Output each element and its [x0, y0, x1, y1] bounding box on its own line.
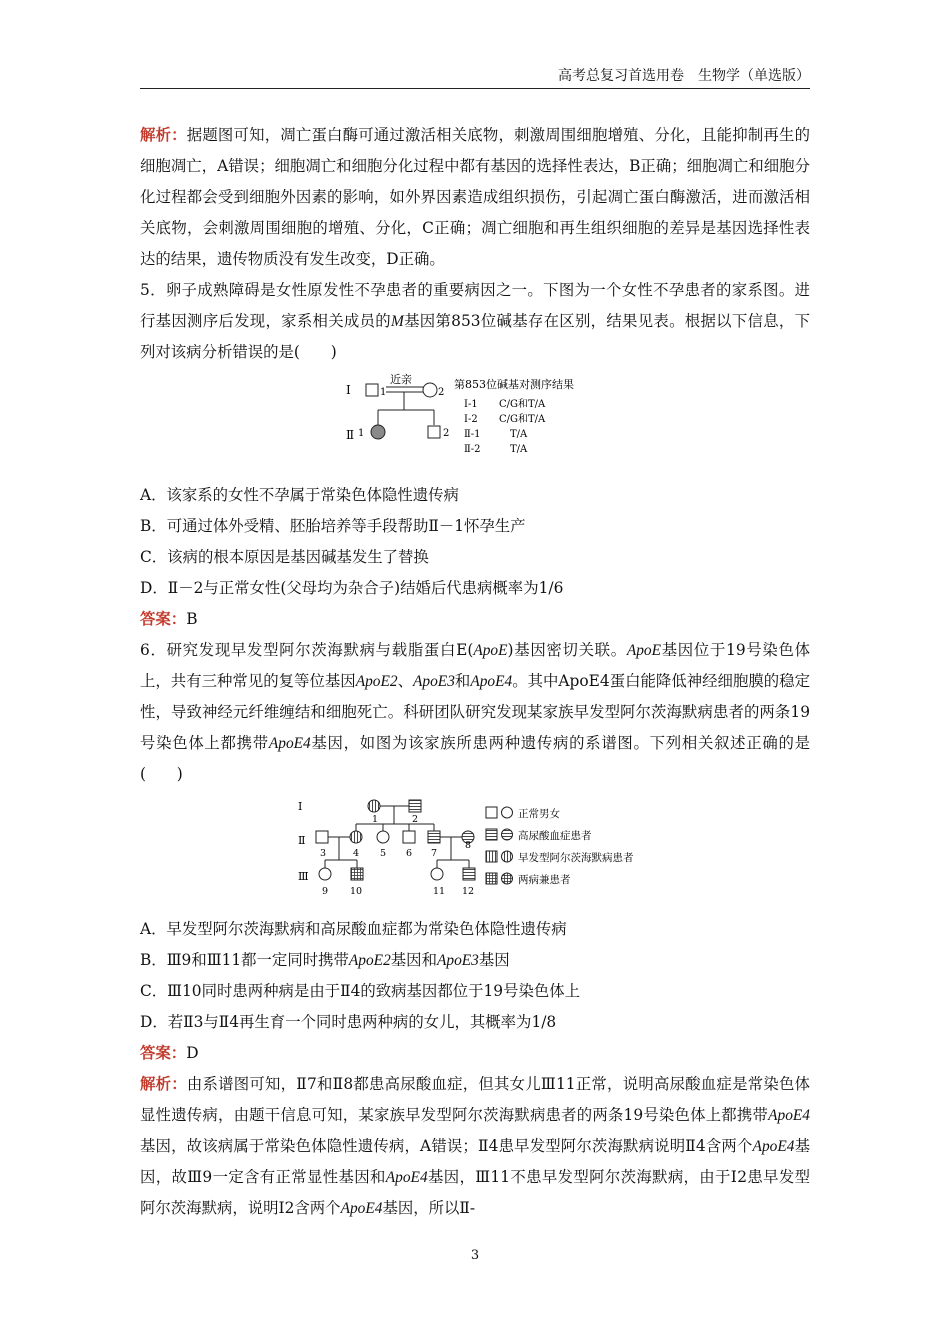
legend-text: 早发型阿尔茨海默病患者: [518, 852, 634, 864]
text-run: C．Ⅲ10同时患两种病是由于Ⅱ4的致病基因都位于19号染色体上: [140, 982, 581, 1000]
legend-female-hyperuricemia: [502, 829, 513, 840]
gen-label: Ⅰ: [298, 800, 303, 813]
text-run: A．早发型阿尔茨海默病和高尿酸血症都为常染色体隐性遗传病: [140, 920, 567, 938]
female-normal: [319, 868, 331, 880]
female-normal: [431, 868, 443, 880]
text-run: 基因位于19号染色体上，共有三种常见的复等位基因: [140, 641, 810, 690]
legend-female-alzheimer: [502, 851, 513, 862]
text-run: 基因，Ⅲ11不患早发型阿尔茨海默病，由于Ⅰ2患早发型阿尔茨海默病，说明Ⅰ2含两个: [140, 1168, 810, 1217]
q6-pedigree-figure: [290, 796, 660, 908]
legend-male-hyperuricemia: [486, 829, 497, 840]
q5-option-c: C．该病的根本原因是基因碱基发生了替换: [140, 548, 429, 566]
legend-female-both: [502, 873, 513, 884]
male-hyperuricemia: [463, 868, 475, 880]
member-number: 1: [380, 387, 387, 398]
legend-male-both: [486, 873, 497, 884]
gen-label: Ⅱ: [346, 428, 355, 442]
gene-name: ApoE4: [768, 1107, 810, 1124]
table-member: Ⅱ-2: [464, 444, 481, 455]
table-title: 第853位碱基对测序结果: [454, 378, 574, 391]
legend-male-alzheimer: [486, 851, 497, 862]
member-number: 1: [358, 428, 365, 439]
text-run: 基因，故Ⅲ9一定含有正常显性基因和: [140, 1137, 810, 1186]
q6-analysis: [140, 1069, 810, 1224]
q5-option-d: D．Ⅱ－2与正常女性(父母均为杂合子)结婚后代患病概率为1/6: [140, 579, 564, 597]
text-run: 基因: [478, 951, 510, 969]
text-run: 和: [454, 672, 471, 690]
page-header: 高考总复习首选用卷 生物学（单选版）: [140, 64, 810, 89]
gene-name: ApoE2: [348, 952, 391, 969]
legend-text: 两病兼患者: [518, 874, 571, 886]
male-normal: [366, 384, 378, 396]
legend-female-normal: [502, 807, 513, 818]
female-affected: [371, 425, 385, 439]
q6-option-b: [140, 945, 810, 976]
q5-option-b: B．可通过体外受精、胚胎培养等手段帮助Ⅱ－1怀孕生产: [140, 517, 526, 535]
member-number: 12: [462, 886, 475, 897]
consanguinity-label: 近亲: [390, 373, 412, 386]
member-number: 9: [322, 886, 329, 897]
member-number: 11: [433, 886, 446, 897]
text-run: 6．研究发现早发型阿尔茨海默病与载脂蛋白E(: [140, 641, 474, 659]
page-number: 3: [470, 1248, 480, 1263]
male-normal: [403, 831, 415, 843]
male-hyperuricemia: [409, 800, 421, 812]
text-run: 基因，故该病属于常染色体隐性遗传病，A错误；Ⅱ4患早发型阿尔茨海默病说明Ⅱ4含两个: [140, 1137, 753, 1155]
q5-pedigree-figure: [346, 372, 626, 472]
q6-option-a: [140, 914, 810, 945]
text-run: )基因密切关联。: [507, 641, 627, 659]
q5-stem-part: 5．卵子成熟障碍是女性原发性不孕患者的重要病因之一。下图为一个女性不孕患者的家系图。进行基因测序后发现，家系相关成员的: [140, 281, 810, 330]
member-number: 2: [443, 428, 450, 439]
male-normal: [428, 426, 440, 438]
member-number: 10: [350, 886, 363, 897]
analysis-label: 解析：: [140, 126, 187, 144]
answer-value: D: [186, 1044, 199, 1062]
answer-label: 答案：: [140, 1044, 187, 1062]
gen-label: Ⅱ: [298, 834, 306, 847]
text-run: 、: [397, 672, 413, 690]
female-alzheimer: [368, 800, 380, 812]
member-number: 7: [431, 848, 438, 859]
table-result: T/A: [510, 429, 528, 440]
answer-value: B: [186, 610, 198, 628]
text-run: 基因，所以Ⅱ-: [382, 1199, 476, 1217]
gene-name: ApoE4: [752, 1138, 795, 1155]
text-run: 由系谱图可知，Ⅱ7和Ⅱ8都患高尿酸血症，但其女儿Ⅲ11正常，说明高尿酸血症是常染色体显性遗传病，由题干信息可知，某家族早发型阿尔茨海默病患者的两条19号染色体上都携带: [140, 1075, 810, 1124]
analysis-text: [140, 1075, 810, 1217]
gen-label: Ⅲ: [298, 870, 309, 883]
member-number: 1: [372, 814, 379, 825]
q5-stem-part: 基因第853位碱基存在区别，结果见表。根据以下信息，下列对该病分析错误的是( ): [140, 312, 810, 361]
text-run: B．Ⅲ9和Ⅲ11都一定同时携带: [140, 951, 349, 969]
q6-option-d: [140, 1007, 810, 1038]
q6-stem: [140, 635, 810, 790]
table-result: T/A: [510, 444, 528, 455]
gen-label: Ⅰ: [346, 383, 351, 397]
page-content: [140, 120, 810, 1224]
q6-option-c: [140, 976, 810, 1007]
gene-name: ApoE: [626, 642, 662, 659]
gene-name: ApoE2: [355, 673, 398, 690]
table-member: Ⅰ-2: [464, 414, 478, 425]
text-run: D．若Ⅱ3与Ⅱ4再生育一个同时患两种病的女儿，其概率为1/8: [140, 1013, 557, 1031]
member-number: 2: [412, 814, 419, 825]
gene-name: ApoE4: [340, 1200, 383, 1217]
female-alzheimer: [350, 831, 362, 843]
member-number: 5: [380, 848, 387, 859]
male-hyperuricemia: [428, 831, 440, 843]
q5-option-a: A．该家系的女性不孕属于常染色体隐性遗传病: [140, 486, 459, 504]
gene-name: ApoE: [473, 642, 508, 659]
text-run: 。其中ApoE4蛋白能降低神经细胞膜的稳定性，导致神经元纤维缠结和细胞死亡。科研团队研究发现某家族早发型阿尔茨海默病患者的两条19号染色体上都携带: [140, 672, 810, 752]
table-result: C/G和T/A: [499, 414, 546, 425]
table-member: Ⅰ-1: [464, 399, 478, 410]
analysis-text: 据题图可知，凋亡蛋白酶可通过激活相关底物，刺激周围细胞增殖、分化，且能抑制再生的细胞凋亡，A错误；细胞凋亡和细胞分化过程中都有基因的选择性表达，B正确；细胞凋亡和细胞分化过程都会受到细胞外因素的影响，如外界因素造成组织损伤，引起凋亡蛋白酶激活，进而激活相关底物，会刺激周围细胞的增殖、分化，C正确；凋亡细胞和再生组织细胞的差异是基因选择性表达的结果，遗传物质没有发生改变，D正确。: [140, 126, 810, 268]
table-member: Ⅱ-1: [464, 429, 481, 440]
female-normal: [377, 831, 389, 843]
text-run: 基因，如图为该家族所患两种遗传病的系谱图。下列相关叙述正确的是( ): [140, 734, 810, 783]
male-both-diseases: [351, 868, 363, 880]
legend-text: 正常男女: [518, 808, 560, 820]
answer-label: 答案：: [140, 610, 187, 628]
gene-name: ApoE4: [385, 1169, 428, 1186]
q5-answer: [140, 604, 810, 635]
legend-text: 高尿酸血症患者: [518, 830, 592, 842]
female-normal: [423, 383, 437, 397]
gene-name: ApoE4: [470, 673, 513, 690]
text-run: 基因和: [390, 951, 437, 969]
analysis-label: 解析：: [140, 1075, 187, 1093]
q4-analysis: [140, 120, 810, 275]
member-number: 8: [465, 840, 472, 851]
q6-answer: [140, 1038, 810, 1069]
member-number: 6: [406, 848, 413, 859]
member-number: 3: [320, 848, 327, 859]
gene-name: ApoE3: [436, 952, 479, 969]
male-normal: [316, 831, 328, 843]
member-number: 4: [353, 848, 360, 859]
q5-gene-name: M: [391, 313, 404, 330]
gene-name: ApoE3: [413, 673, 455, 690]
q5-stem: [140, 275, 810, 368]
table-result: C/G和T/A: [499, 399, 546, 410]
legend-male-normal: [486, 807, 497, 818]
gene-name: ApoE4: [268, 735, 311, 752]
member-number: 2: [438, 387, 445, 398]
